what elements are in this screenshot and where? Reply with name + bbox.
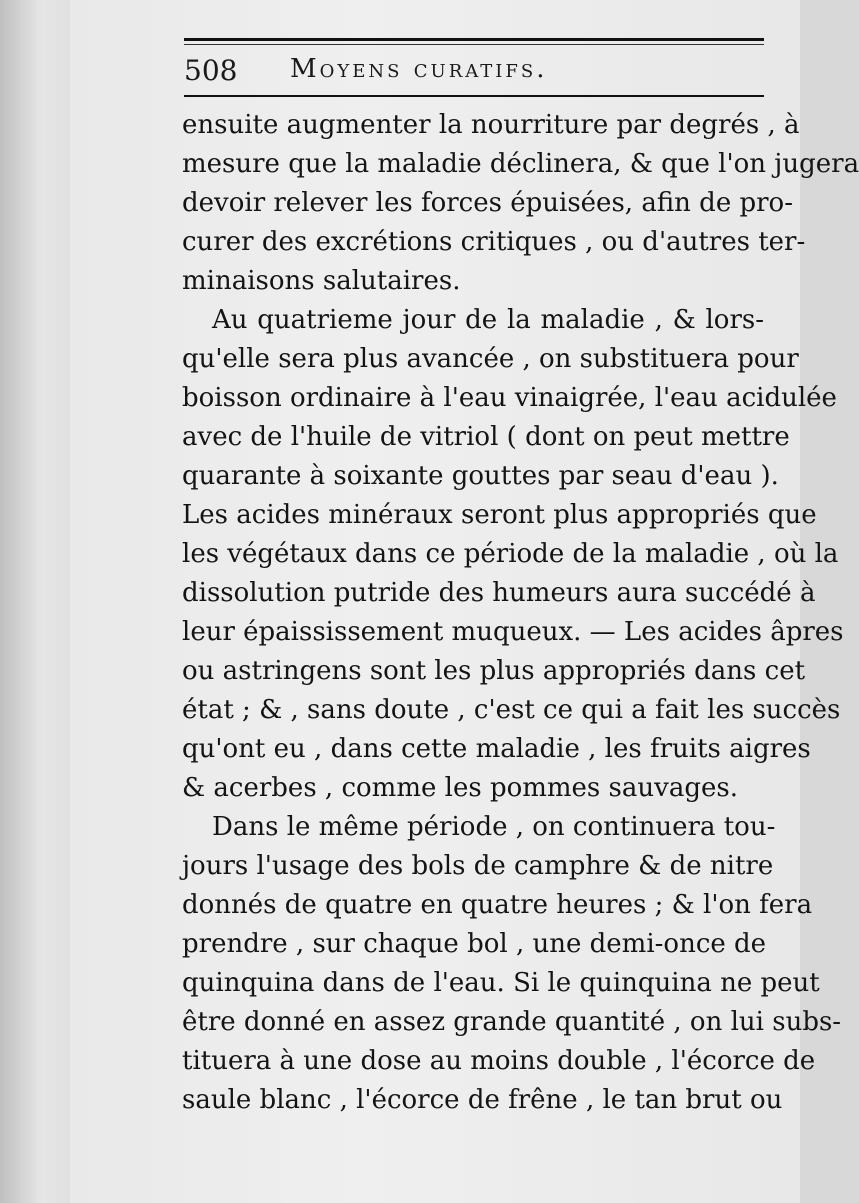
text-line: Les acides minéraux seront plus appropriés que <box>182 500 817 530</box>
text-line: tituera à une dose au moins double , l'écorce de <box>182 1046 816 1076</box>
page-number: 508 <box>184 54 238 87</box>
text-line: & acerbes , comme les pommes sauvages. <box>182 773 738 803</box>
text-line: qu'ont eu , dans cette maladie , les fruits aigres <box>182 734 811 764</box>
book-gutter <box>0 0 70 1203</box>
header-rule-top <box>184 38 764 41</box>
text-line: mesure que la maladie déclinera, & que l'on jugera <box>182 149 859 179</box>
text-line: saule blanc , l'écorce de frêne , le tan brut ou <box>182 1085 783 1115</box>
text-line: minaisons salutaires. <box>182 266 461 296</box>
running-title: Moyens curatifs. <box>290 54 548 84</box>
text-line: état ; & , sans doute , c'est ce qui a fait les succès <box>182 695 841 725</box>
text-line: boisson ordinaire à l'eau vinaigrée, l'eau acidulée <box>182 383 837 413</box>
text-line: avec de l'huile de vitriol ( dont on peut mettre <box>182 422 790 452</box>
text-line: donnés de quatre en quatre heures ; & l'on fera <box>182 890 813 920</box>
text-line: curer des excrétions critiques , ou d'autres ter- <box>182 227 806 257</box>
text-line: quarante à soixante gouttes par seau d'eau ). <box>182 461 779 491</box>
text-line: leur épaississement muqueux. — Les acides âpres <box>182 617 844 647</box>
text-line: quinquina dans de l'eau. Si le quinquina ne peut <box>182 968 820 998</box>
text-line: ou astringens sont les plus appropriés dans cet <box>182 656 806 686</box>
header-rule-bottom <box>184 95 764 97</box>
header-rule-top-thin <box>184 44 764 45</box>
text-line: Dans le même période , on continuera tou- <box>212 812 776 842</box>
text-line: jours l'usage des bols de camphre & de nitre <box>182 851 774 881</box>
text-line: ensuite augmenter la nourriture par degrés , à <box>182 110 800 140</box>
text-line: qu'elle sera plus avancée , on substituera pour <box>182 344 799 374</box>
text-line: les végétaux dans ce période de la maladie , où la <box>182 539 839 569</box>
text-line: être donné en assez grande quantité , on lui subs- <box>182 1007 842 1037</box>
text-line: prendre , sur chaque bol , une demi-once de <box>182 929 767 959</box>
text-line: Au quatrieme jour de la maladie , & lors- <box>212 305 764 335</box>
text-line: dissolution putride des humeurs aura succédé à <box>182 578 816 608</box>
body-text <box>182 106 859 1120</box>
text-line: devoir relever les forces épuisées, afin de pro- <box>182 188 793 218</box>
